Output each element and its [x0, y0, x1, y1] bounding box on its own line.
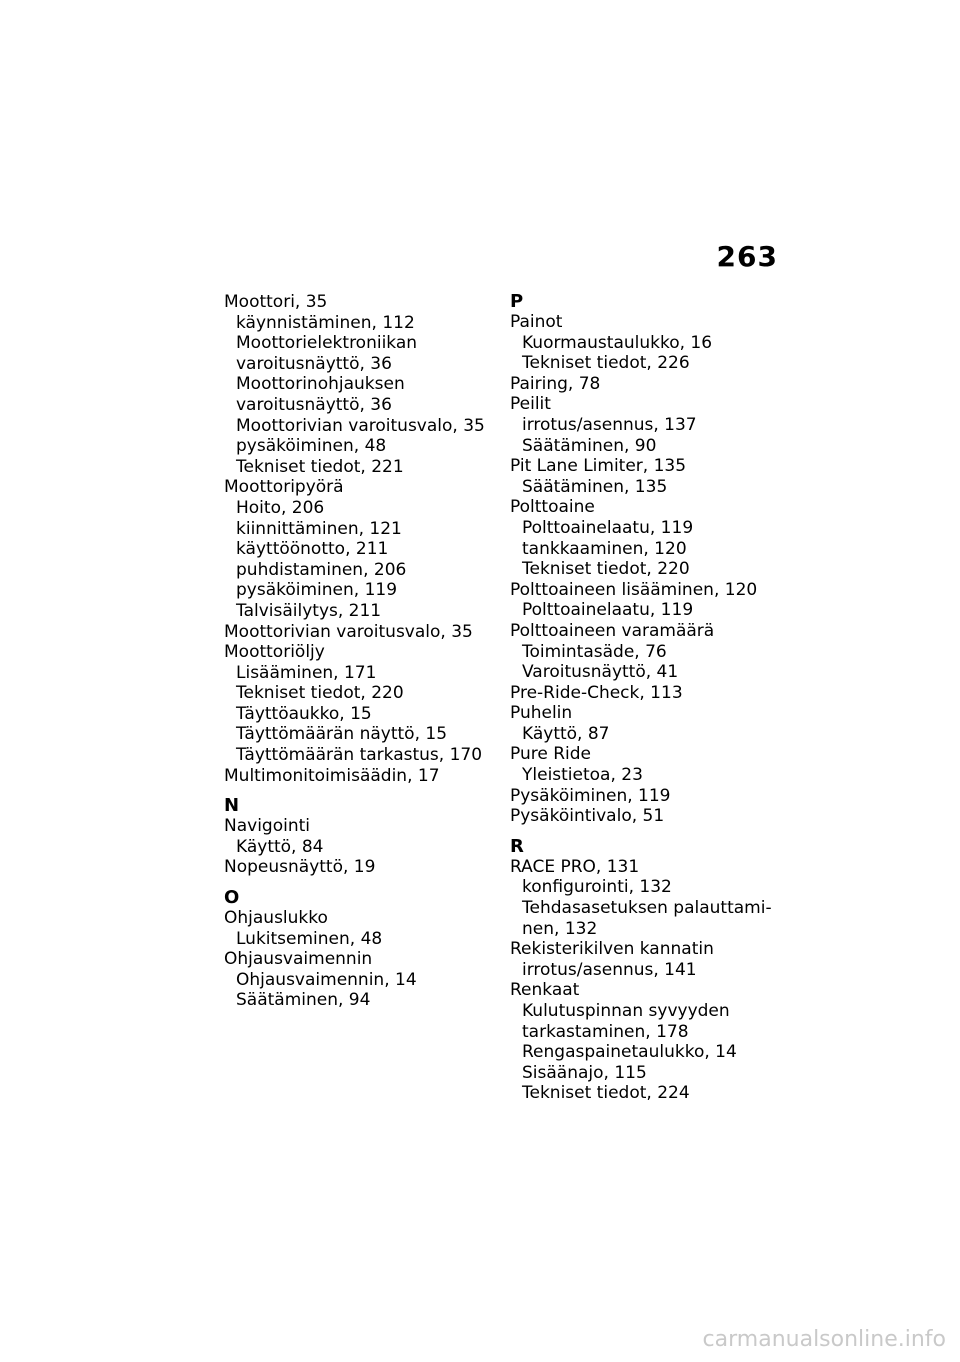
index-subentry: Moottorielektroniikan [236, 333, 418, 354]
index-subentry: Hoito, 206 [236, 497, 325, 518]
index-subentry: käyttöönotto, 211 [236, 539, 389, 560]
index-subentry: Yleistietoa, 23 [522, 765, 643, 786]
index-subentry: Varoitusnäyttö, 41 [522, 662, 679, 683]
index-entry: Moottoriöljy [224, 642, 325, 663]
index-subentry: varoitusnäyttö, 36 [236, 353, 392, 374]
index-subentry: Täyttöaukko, 15 [236, 703, 372, 724]
index-subentry: Rengaspainetaulukko, 14 [522, 1042, 737, 1063]
index-subentry: nen, 132 [522, 918, 598, 939]
index-subentry: Polttoainelaatu, 119 [522, 600, 694, 621]
index-subentry: Lisääminen, 171 [236, 662, 377, 683]
index-subentry: Moottorivian varoitusvalo, 35 [236, 415, 485, 436]
index-entry: Peilit [510, 394, 551, 415]
index-entry: Polttoaineen lisääminen, 120 [510, 579, 758, 600]
index-entry: Pre-Ride-Check, 113 [510, 682, 683, 703]
index-subentry: Sisäänajo, 115 [522, 1062, 647, 1083]
index-subentry: pysäköiminen, 119 [236, 580, 398, 601]
index-subentry: Ohjausvaimennin, 14 [236, 969, 417, 990]
index-column-left [224, 292, 492, 1011]
index-letter-heading: P [510, 291, 524, 312]
index-entry: Moottorivian varoitusvalo, 35 [224, 621, 473, 642]
index-subentry: Säätäminen, 94 [236, 990, 371, 1011]
index-subentry: Kulutuspinnan syvyyden [522, 1001, 730, 1021]
index-entry: Moottori, 35 [224, 292, 328, 312]
index-subentry: tarkastaminen, 178 [522, 1021, 689, 1042]
index-subentry: irrotus/asennus, 137 [522, 414, 697, 435]
index-subentry: käynnistäminen, 112 [236, 312, 415, 333]
index-column-right [510, 292, 778, 1104]
index-subentry: Tehdasasetuksen palauttami- [522, 898, 772, 919]
index-subentry: varoitusnäyttö, 36 [236, 394, 392, 415]
index-subentry: irrotus/asennus, 141 [522, 959, 697, 980]
index-entry: Pysäköiminen, 119 [510, 785, 671, 806]
index-entry: Ohjauslukko [224, 908, 328, 929]
index-subentry: Tekniset tiedot, 224 [522, 1083, 690, 1104]
index-entry: Pairing, 78 [510, 373, 601, 394]
index-entry: Renkaat [510, 980, 580, 1001]
index-subentry: kiinnittäminen, 121 [236, 518, 402, 539]
index-entry: Pit Lane Limiter, 135 [510, 456, 687, 477]
index-letter-heading: O [224, 887, 240, 909]
index-subentry: Polttoainelaatu, 119 [522, 517, 694, 538]
index-subentry: Tekniset tiedot, 226 [522, 353, 690, 374]
index-entry: Nopeusnäyttö, 19 [224, 857, 376, 878]
index-entry: Navigointi [224, 816, 310, 837]
index-subentry: Käyttö, 84 [236, 836, 324, 857]
index-entry: Polttoaineen varamäärä [510, 620, 715, 641]
index-subentry: Säätäminen, 90 [522, 435, 657, 456]
index-letter-heading: N [224, 795, 240, 817]
index-entry: Pure Ride [510, 744, 591, 765]
index-subentry: Moottorinohjauksen [236, 374, 405, 395]
index-subentry: Tekniset tiedot, 220 [522, 559, 690, 580]
index-subentry: puhdistaminen, 206 [236, 559, 407, 580]
index-entry: Painot [510, 312, 563, 332]
index-entry: Puhelin [510, 703, 573, 724]
index-subentry: Täyttömäärän tarkastus, 170 [236, 745, 483, 766]
index-entry: Rekisterikilven kannatin [510, 939, 714, 960]
index-letter-heading: R [510, 835, 524, 857]
index-entry: Moottoripyörä [224, 477, 344, 498]
index-subentry: pysäköiminen, 48 [236, 436, 387, 457]
index-subentry: tankkaaminen, 120 [522, 538, 687, 559]
index-entry: RACE PRO, 131 [510, 856, 640, 877]
index-subentry: Säätäminen, 135 [522, 476, 668, 497]
index-entry: Multimonitoimisäädin, 17 [224, 765, 440, 786]
index-subentry: Tekniset tiedot, 221 [236, 456, 404, 477]
index-subentry: Kuormaustaulukko, 16 [522, 332, 713, 353]
index-entry: Ohjausvaimennin [224, 949, 373, 970]
page-number: 263 [716, 240, 778, 273]
index-entry: Pysäköintivalo, 51 [510, 806, 665, 827]
index-subentry: Käyttö, 87 [522, 723, 610, 744]
index-subentry: Tekniset tiedot, 220 [236, 683, 404, 704]
index-subentry: Toimintasäde, 76 [522, 641, 667, 662]
index-subentry: Lukitseminen, 48 [236, 928, 383, 949]
index-entry: Polttoaine [510, 497, 595, 518]
index-subentry: konfigurointi, 132 [522, 877, 672, 898]
watermark: carmanualsonline.info [702, 1327, 946, 1352]
index-subentry: Täyttömäärän näyttö, 15 [236, 724, 448, 745]
index-subentry: Talvisäilytys, 211 [236, 600, 382, 621]
